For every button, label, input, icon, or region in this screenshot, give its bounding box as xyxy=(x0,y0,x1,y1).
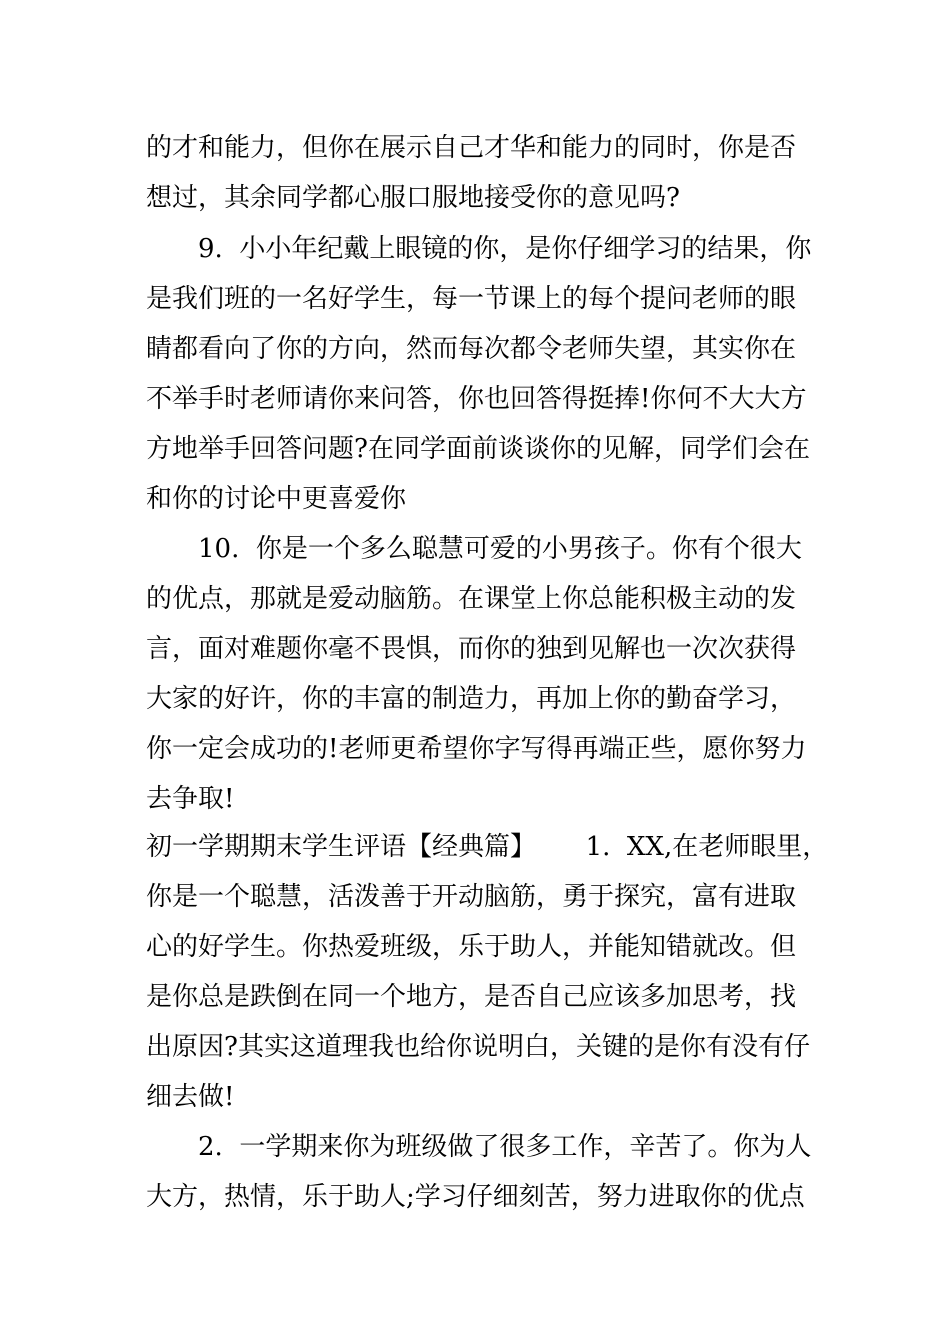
text-line: 心的好学生。你热爱班级，乐于助人，并能知错就改。但 xyxy=(146,932,797,962)
text-line: 去争取! xyxy=(146,784,235,814)
text-line: 2. 一学期来你为班级做了很多工作，辛苦了。你为人 xyxy=(198,1132,812,1162)
text-line: 是你总是跌倒在同一个地方，是否自己应该多加思考，找 xyxy=(146,982,797,1012)
text-line: 出原因?其实这道理我也给你说明白，关键的是你有没有仔 xyxy=(146,1032,810,1062)
text-line: 不举手时老师请你来问答，你也回答得挺捧!你何不大大方 xyxy=(146,384,807,414)
text-line: 的优点，那就是爱动脑筋。在课堂上你总能积极主动的发 xyxy=(146,584,797,614)
text-line: 大家的好许，你的丰富的制造力，再加上你的勤奋学习， xyxy=(146,684,797,714)
text-line: 想过，其余同学都心服口服地接受你的意见吗? xyxy=(146,183,680,213)
text-line: 的才和能力，但你在展示自己才华和能力的同时，你是否 xyxy=(146,133,797,163)
section-heading-line: 初一学期期末学生评语【经典篇】 1. XX,在老师眼里， xyxy=(146,832,829,862)
text-line: 睛都看向了你的方向，然而每次都令老师失望，其实你在 xyxy=(146,334,797,364)
text-line: 10. 你是一个多么聪慧可爱的小男孩子。你有个很大 xyxy=(198,534,802,564)
text-line: 细去做! xyxy=(146,1082,235,1112)
text-line: 和你的讨论中更喜爱你 xyxy=(146,484,407,514)
text-line: 方地举手回答问题?在同学面前谈谈你的见解，同学们会在 xyxy=(146,434,810,464)
text-line: 9. 小小年纪戴上眼镜的你，是你仔细学习的结果，你 xyxy=(198,234,812,264)
text-line: 你是一个聪慧，活泼善于开动脑筋，勇于探究，富有进取 xyxy=(146,882,797,912)
text-line: 大方，热情，乐于助人;学习仔细刻苦，努力进取你的优点 xyxy=(146,1182,805,1212)
text-line: 你一定会成功的!老师更希望你字写得再端正些，愿你努力 xyxy=(146,734,807,764)
text-line: 言，面对难题你毫不畏惧，而你的独到见解也一次次获得 xyxy=(146,634,797,664)
text-line: 是我们班的一名好学生，每一节课上的每个提问老师的眼 xyxy=(146,284,797,314)
